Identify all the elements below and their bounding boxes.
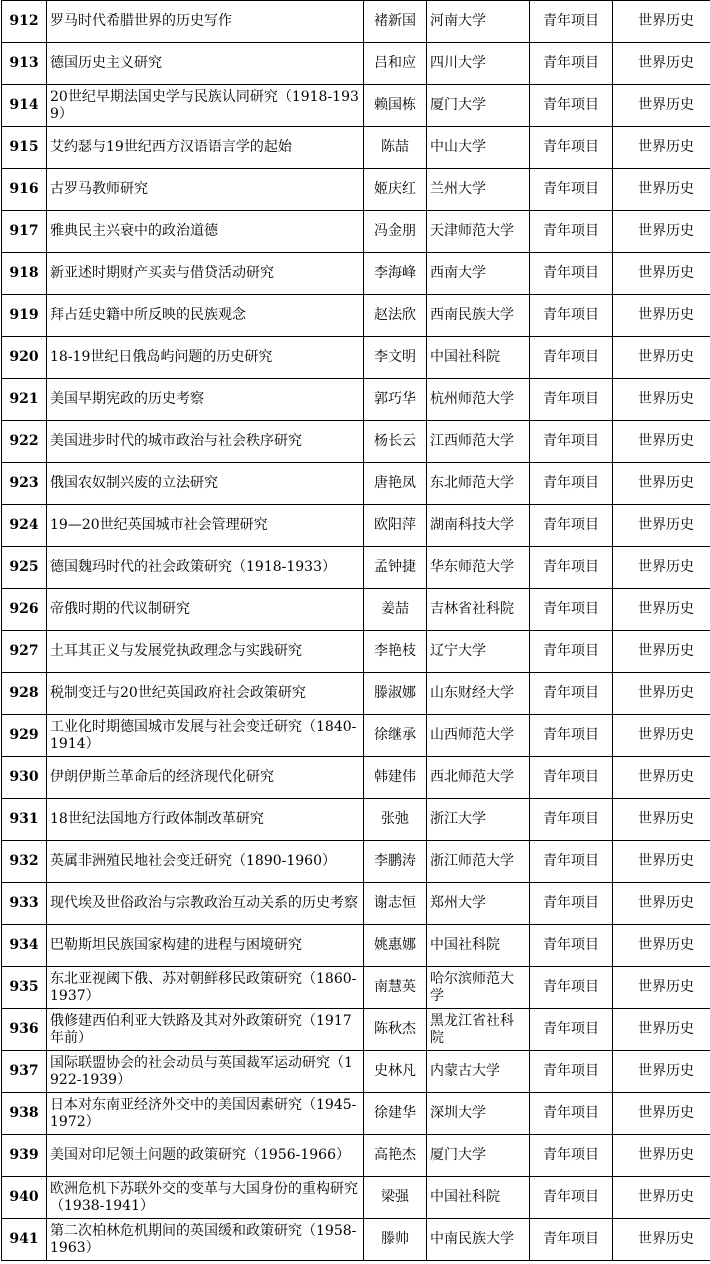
- table-row: [2, 1177, 710, 1219]
- principal-name: 滕帅: [364, 1219, 427, 1261]
- table-row: [2, 1, 710, 43]
- table-row: [2, 715, 710, 757]
- project-title: 19—20世纪英国城市社会管理研究: [47, 505, 364, 547]
- institution: 杭州师范大学: [427, 379, 530, 421]
- principal-name: 褚新国: [364, 1, 427, 43]
- institution: 山西师范大学: [427, 715, 530, 757]
- discipline: 世界历史: [613, 421, 710, 463]
- project-title: 美国对印尼领土问题的政策研究（1956-1966）: [47, 1135, 364, 1177]
- table-row: [2, 1051, 710, 1093]
- principal-name: 杨长云: [364, 421, 427, 463]
- project-title: 帝俄时期的代议制研究: [47, 589, 364, 631]
- principal-name: 郭巧华: [364, 379, 427, 421]
- row-number: 940: [2, 1177, 47, 1219]
- project-title: 罗马时代希腊世界的历史写作: [47, 1, 364, 43]
- project-title: 税制变迁与20世纪英国政府社会政策研究: [47, 673, 364, 715]
- table-row: [2, 1219, 710, 1261]
- institution: 黑龙江省社科院: [427, 1009, 530, 1051]
- discipline: 世界历史: [613, 1177, 710, 1219]
- institution: 中国社科院: [427, 1177, 530, 1219]
- principal-name: 徐建华: [364, 1093, 427, 1135]
- project-title: 日本对东南亚经济外交中的美国因素研究（1945-1972）: [47, 1093, 364, 1135]
- row-number: 939: [2, 1135, 47, 1177]
- table-row: [2, 757, 710, 799]
- project-title: 俄修建西伯利亚大铁路及其对外政策研究（1917年前）: [47, 1009, 364, 1051]
- institution: 西南大学: [427, 253, 530, 295]
- principal-name: 滕淑娜: [364, 673, 427, 715]
- project-type: 青年项目: [530, 505, 613, 547]
- row-number: 921: [2, 379, 47, 421]
- project-type: 青年项目: [530, 43, 613, 85]
- principal-name: 赖国栋: [364, 85, 427, 127]
- table-row: [2, 253, 710, 295]
- row-number: 916: [2, 169, 47, 211]
- principal-name: 赵法欣: [364, 295, 427, 337]
- discipline: 世界历史: [613, 211, 710, 253]
- project-title: 18世纪法国地方行政体制改革研究: [47, 799, 364, 841]
- principal-name: 谢志恒: [364, 883, 427, 925]
- table-row: [2, 211, 710, 253]
- row-number: 926: [2, 589, 47, 631]
- table-row: [2, 85, 710, 127]
- table-row: [2, 379, 710, 421]
- project-type: 青年项目: [530, 673, 613, 715]
- project-type: 青年项目: [530, 799, 613, 841]
- row-number: 917: [2, 211, 47, 253]
- project-type: 青年项目: [530, 547, 613, 589]
- table-row: [2, 295, 710, 337]
- institution: 辽宁大学: [427, 631, 530, 673]
- project-title: 工业化时期德国城市发展与社会变迁研究（1840-1914）: [47, 715, 364, 757]
- row-number: 922: [2, 421, 47, 463]
- discipline: 世界历史: [613, 1051, 710, 1093]
- discipline: 世界历史: [613, 85, 710, 127]
- row-number: 920: [2, 337, 47, 379]
- row-number: 931: [2, 799, 47, 841]
- institution: 中南民族大学: [427, 1219, 530, 1261]
- project-type: 青年项目: [530, 1, 613, 43]
- project-title: 新亚述时期财产买卖与借贷活动研究: [47, 253, 364, 295]
- row-number: 914: [2, 85, 47, 127]
- row-number: 927: [2, 631, 47, 673]
- table-row: [2, 673, 710, 715]
- project-type: 青年项目: [530, 925, 613, 967]
- principal-name: 姬庆红: [364, 169, 427, 211]
- principal-name: 欧阳萍: [364, 505, 427, 547]
- discipline: 世界历史: [613, 967, 710, 1009]
- discipline: 世界历史: [613, 43, 710, 85]
- project-type: 青年项目: [530, 1177, 613, 1219]
- principal-name: 陈喆: [364, 127, 427, 169]
- row-number: 919: [2, 295, 47, 337]
- discipline: 世界历史: [613, 925, 710, 967]
- institution: 吉林省社科院: [427, 589, 530, 631]
- principal-name: 徐继承: [364, 715, 427, 757]
- project-type: 青年项目: [530, 253, 613, 295]
- table-row: [2, 169, 710, 211]
- institution: 西南民族大学: [427, 295, 530, 337]
- project-title: 东北亚视阈下俄、苏对朝鲜移民政策研究（1860-1937）: [47, 967, 364, 1009]
- institution: 西北师范大学: [427, 757, 530, 799]
- discipline: 世界历史: [613, 841, 710, 883]
- principal-name: 吕和应: [364, 43, 427, 85]
- table-row: [2, 1135, 710, 1177]
- row-number: 923: [2, 463, 47, 505]
- project-title: 俄国农奴制兴废的立法研究: [47, 463, 364, 505]
- project-type: 青年项目: [530, 589, 613, 631]
- discipline: 世界历史: [613, 505, 710, 547]
- institution: 厦门大学: [427, 85, 530, 127]
- table-row: [2, 883, 710, 925]
- project-type: 青年项目: [530, 127, 613, 169]
- discipline: 世界历史: [613, 547, 710, 589]
- discipline: 世界历史: [613, 883, 710, 925]
- table-row: [2, 337, 710, 379]
- principal-name: 李文明: [364, 337, 427, 379]
- discipline: 世界历史: [613, 379, 710, 421]
- project-type: 青年项目: [530, 841, 613, 883]
- principal-name: 孟钟捷: [364, 547, 427, 589]
- project-type: 青年项目: [530, 883, 613, 925]
- principal-name: 高艳杰: [364, 1135, 427, 1177]
- row-number: 918: [2, 253, 47, 295]
- principal-name: 唐艳凤: [364, 463, 427, 505]
- project-title: 土耳其正义与发展党执政理念与实践研究: [47, 631, 364, 673]
- row-number: 933: [2, 883, 47, 925]
- principal-name: 姜喆: [364, 589, 427, 631]
- table-row: [2, 925, 710, 967]
- principal-name: 李海峰: [364, 253, 427, 295]
- project-type: 青年项目: [530, 169, 613, 211]
- row-number: 937: [2, 1051, 47, 1093]
- row-number: 934: [2, 925, 47, 967]
- principal-name: 李鹏涛: [364, 841, 427, 883]
- discipline: 世界历史: [613, 799, 710, 841]
- project-title: 雅典民主兴衰中的政治道德: [47, 211, 364, 253]
- principal-name: 韩建伟: [364, 757, 427, 799]
- project-type: 青年项目: [530, 1219, 613, 1261]
- principal-name: 张弛: [364, 799, 427, 841]
- institution: 深圳大学: [427, 1093, 530, 1135]
- project-type: 青年项目: [530, 463, 613, 505]
- project-type: 青年项目: [530, 967, 613, 1009]
- discipline: 世界历史: [613, 1093, 710, 1135]
- institution: 山东财经大学: [427, 673, 530, 715]
- row-number: 925: [2, 547, 47, 589]
- project-type: 青年项目: [530, 1051, 613, 1093]
- project-title: 18-19世纪日俄岛屿问题的历史研究: [47, 337, 364, 379]
- project-type: 青年项目: [530, 379, 613, 421]
- institution: 浙江师范大学: [427, 841, 530, 883]
- principal-name: 冯金朋: [364, 211, 427, 253]
- row-number: 935: [2, 967, 47, 1009]
- project-table-body: [2, 1, 710, 1261]
- project-type: 青年项目: [530, 631, 613, 673]
- discipline: 世界历史: [613, 337, 710, 379]
- discipline: 世界历史: [613, 631, 710, 673]
- table-row: [2, 967, 710, 1009]
- discipline: 世界历史: [613, 673, 710, 715]
- principal-name: 陈秋杰: [364, 1009, 427, 1051]
- row-number: 932: [2, 841, 47, 883]
- project-type: 青年项目: [530, 337, 613, 379]
- discipline: 世界历史: [613, 1135, 710, 1177]
- table-row: [2, 1093, 710, 1135]
- institution: 江西师范大学: [427, 421, 530, 463]
- project-title: 英属非洲殖民地社会变迁研究（1890-1960）: [47, 841, 364, 883]
- table-row: [2, 547, 710, 589]
- project-type: 青年项目: [530, 85, 613, 127]
- table-row: [2, 43, 710, 85]
- row-number: 941: [2, 1219, 47, 1261]
- principal-name: 梁强: [364, 1177, 427, 1219]
- principal-name: 史林凡: [364, 1051, 427, 1093]
- table-row: [2, 505, 710, 547]
- row-number: 912: [2, 1, 47, 43]
- discipline: 世界历史: [613, 169, 710, 211]
- project-title: 第二次柏林危机期间的英国缓和政策研究（1958-1963）: [47, 1219, 364, 1261]
- row-number: 936: [2, 1009, 47, 1051]
- project-title: 美国早期宪政的历史考察: [47, 379, 364, 421]
- discipline: 世界历史: [613, 1219, 710, 1261]
- row-number: 929: [2, 715, 47, 757]
- project-title: 现代埃及世俗政治与宗教政治互动关系的历史考察: [47, 883, 364, 925]
- project-type: 青年项目: [530, 757, 613, 799]
- project-title: 伊朗伊斯兰革命后的经济现代化研究: [47, 757, 364, 799]
- table-row: [2, 589, 710, 631]
- project-title: 国际联盟协会的社会动员与英国裁军运动研究（1922-1939）: [47, 1051, 364, 1093]
- discipline: 世界历史: [613, 295, 710, 337]
- table-row: [2, 631, 710, 673]
- row-number: 928: [2, 673, 47, 715]
- project-type: 青年项目: [530, 715, 613, 757]
- institution: 中山大学: [427, 127, 530, 169]
- project-title: 拜占廷史籍中所反映的民族观念: [47, 295, 364, 337]
- project-type: 青年项目: [530, 295, 613, 337]
- discipline: 世界历史: [613, 589, 710, 631]
- project-type: 青年项目: [530, 1135, 613, 1177]
- project-type: 青年项目: [530, 1009, 613, 1051]
- project-title: 巴勒斯坦民族国家构建的进程与困境研究: [47, 925, 364, 967]
- discipline: 世界历史: [613, 463, 710, 505]
- project-title: 德国魏玛时代的社会政策研究（1918-1933）: [47, 547, 364, 589]
- project-title: 古罗马教师研究: [47, 169, 364, 211]
- project-title: 20世纪早期法国史学与民族认同研究（1918-1939）: [47, 85, 364, 127]
- row-number: 930: [2, 757, 47, 799]
- institution: 华东师范大学: [427, 547, 530, 589]
- discipline: 世界历史: [613, 1009, 710, 1051]
- institution: 浙江大学: [427, 799, 530, 841]
- discipline: 世界历史: [613, 127, 710, 169]
- row-number: 913: [2, 43, 47, 85]
- discipline: 世界历史: [613, 715, 710, 757]
- institution: 四川大学: [427, 43, 530, 85]
- project-title: 艾约瑟与19世纪西方汉语语言学的起始: [47, 127, 364, 169]
- institution: 兰州大学: [427, 169, 530, 211]
- table-row: [2, 421, 710, 463]
- project-title: 欧洲危机下苏联外交的变革与大国身份的重构研究（1938-1941）: [47, 1177, 364, 1219]
- institution: 天津师范大学: [427, 211, 530, 253]
- table-row: [2, 463, 710, 505]
- discipline: 世界历史: [613, 253, 710, 295]
- row-number: 924: [2, 505, 47, 547]
- table-row: [2, 1009, 710, 1051]
- row-number: 938: [2, 1093, 47, 1135]
- institution: 郑州大学: [427, 883, 530, 925]
- project-type: 青年项目: [530, 421, 613, 463]
- institution: 河南大学: [427, 1, 530, 43]
- table-row: [2, 841, 710, 883]
- institution: 中国社科院: [427, 925, 530, 967]
- project-type: 青年项目: [530, 1093, 613, 1135]
- institution: 中国社科院: [427, 337, 530, 379]
- institution: 湖南科技大学: [427, 505, 530, 547]
- table-row: [2, 127, 710, 169]
- project-title: 美国进步时代的城市政治与社会秩序研究: [47, 421, 364, 463]
- institution: 厦门大学: [427, 1135, 530, 1177]
- discipline: 世界历史: [613, 1, 710, 43]
- project-title: 德国历史主义研究: [47, 43, 364, 85]
- discipline: 世界历史: [613, 757, 710, 799]
- institution: 内蒙古大学: [427, 1051, 530, 1093]
- principal-name: 李艳枝: [364, 631, 427, 673]
- project-type: 青年项目: [530, 211, 613, 253]
- row-number: 915: [2, 127, 47, 169]
- principal-name: 姚惠娜: [364, 925, 427, 967]
- institution: 东北师范大学: [427, 463, 530, 505]
- table-row: [2, 799, 710, 841]
- institution: 哈尔滨师范大学: [427, 967, 530, 1009]
- principal-name: 南慧英: [364, 967, 427, 1009]
- project-table: [1, 0, 710, 1261]
